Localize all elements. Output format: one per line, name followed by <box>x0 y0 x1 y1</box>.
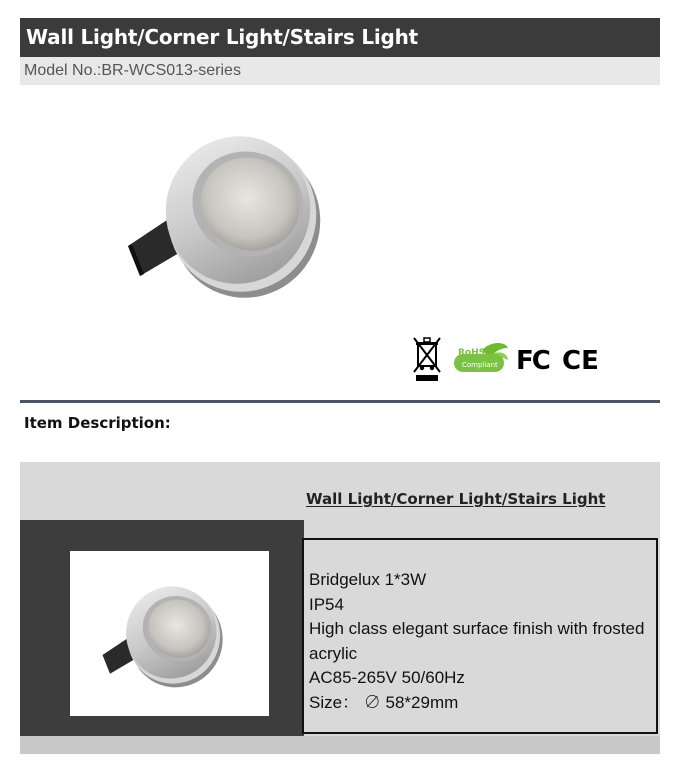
page-title: Wall Light/Corner Light/Stairs Light <box>20 18 660 57</box>
weee-bin-icon <box>412 336 442 382</box>
spec-finish: High class elegant surface finish with frosted acrylic <box>309 619 645 663</box>
spec-ip-rating: IP54 <box>309 594 344 614</box>
fcc-mark: FC <box>516 346 549 376</box>
specifications-box <box>302 538 658 734</box>
rohs-sublabel: Compliant <box>462 361 498 369</box>
ce-mark: CE <box>562 346 599 376</box>
product-image <box>118 118 338 318</box>
spec-voltage: AC85-265V 50/60Hz <box>309 668 465 687</box>
spec-led: Bridgelux 1*3W <box>309 570 427 589</box>
product-thumbnail <box>95 575 235 700</box>
section-divider <box>20 400 660 403</box>
certification-logos <box>412 336 612 382</box>
item-description-heading: Item Description: <box>24 414 171 432</box>
rohs-compliant-icon <box>452 340 510 376</box>
description-title: Wall Light/Corner Light/Stairs Light <box>306 490 606 508</box>
model-number: Model No.:BR-WCS013-series <box>20 57 660 85</box>
rohs-label: RoHS <box>458 348 486 358</box>
spec-size: Size： ∅ 58*29mm <box>309 692 459 712</box>
panel-footer <box>20 736 660 754</box>
